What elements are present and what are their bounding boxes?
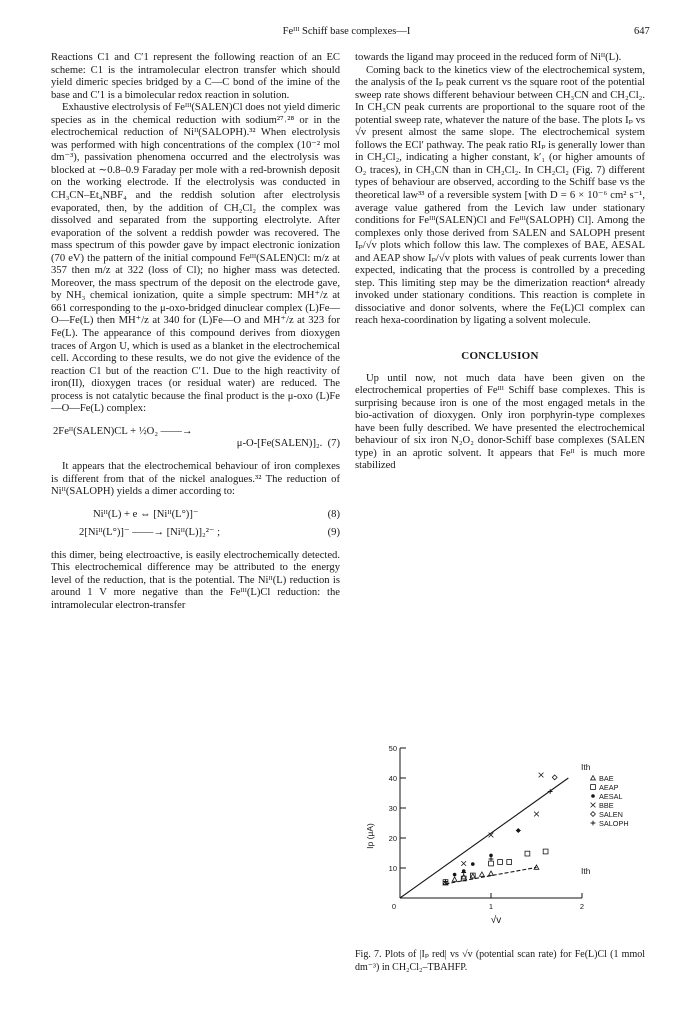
equation-number: (8) bbox=[327, 508, 340, 520]
aesal-point bbox=[453, 873, 457, 877]
legend-label: AESAL bbox=[599, 792, 623, 801]
paragraph: It appears that the electrochemical behaviour of iron complexes is different from that of the nickel analogues.³² The reduction of Niᴵᴵ(SALOPH) yields a dimer according to: bbox=[51, 460, 340, 498]
paragraph: Up until now, not much data have been given on the electrochemical properties of Feᴵᴵᴵ Schiff base complexes. This is surprising because iron is one of the most engaged metals in the bio-activation of dioxygen. Only iron porphyrin-type complexes have been fully described. We have presented the electrochemical behaviour of six iron N₂O₂ donor-Schiff base complexes (SALEN type) in an aprotic solvent. It appears that Feᴵᴵ is much more stabilized bbox=[355, 372, 645, 472]
x-tick-label: 1 bbox=[488, 902, 494, 911]
theoretical-line bbox=[400, 778, 568, 898]
bbe-point bbox=[539, 773, 544, 778]
y-tick-label: 40 bbox=[388, 774, 397, 783]
saloph-point bbox=[489, 857, 494, 862]
legend-label: SALOPH bbox=[599, 819, 629, 828]
aeap-point bbox=[543, 849, 548, 854]
legend-label: BAE bbox=[599, 774, 614, 783]
diamond-icon bbox=[591, 812, 596, 817]
paragraph: Exhaustive electrolysis of Feᴵᴵᴵ(SALEN)Cl does not yield dimeric species as in the chemical reduction with sodium²⁷˒²⁸ or in the electrochemical reduction of Niᴵᴵ(SALOPH).³² When electrolysis was performed with high concentrations of the complex (10⁻² mol dm⁻³), passivation phenomena occurred and the electrolysis was blocked at ∼0.8–0.9 Faraday per mole with a red-brownish deposit on the working electrode. If the electrolysis was conducted in CH₃CN–Et₄NBF₄ and the reddish solution after electrolysis evaporated, then, by the addition of CH₂Cl₂ the complex was dissolved and separated from the supporting electrolyte. After evaporation of the solvent a reddish powder was recovered. The mass spectrum of this powder gave by impact electronic ionization (70 eV) the pattern of the initial compound Feᴵᴵᴵ(SALEN)Cl: m/z at 357 then m/z at 322 (loss of Cl); no higher mass was detected. Moreover, the mass spectrum of the deposit on the electrode gave, by NH₃ chemical ionization, quite a simple spectrum: MH⁺/z at 661 corresponding to the μ-oxo-bridged dinuclear complex (L)Fe—O—Fe(L) then MH⁺/z at 340 for (L)Fe—O and MH⁺/z at 323 for Fe(L). The appearance of this compound derives from dioxygen traces of Argon U, which is used as a blanket in the electrochemical cell. According to these results, we do not give the evidence of the reaction C1 but of the reaction C′1. Due to the high reactivity of iron(II), dioxygen traces (or residual water) are reduced. The process is not catalytic because the final product is the μ-oxo (L)Fe—O—Fe(L) complex: bbox=[51, 102, 340, 415]
equation-number: (9) bbox=[327, 527, 340, 539]
triangle-icon bbox=[591, 776, 596, 780]
paragraph: towards the ligand may proceed in the reduced form of Niᴵᴵ(L). bbox=[355, 52, 622, 63]
aeap-point bbox=[507, 860, 512, 865]
legend-label: AEAP bbox=[599, 783, 619, 792]
paragraph: Coming back to the kinetics view of the electrochemical system, the analysis of the Iₚ peak current vs the square root of the potential sweep rate shows different behaviour between CH₃CN and CH₂Cl₂. In CH₃CN peak currents are proportional to the square root of the potential sweep rate, whatever the nature of the base. The plots Iₚ vs √v present almost the same slope. The electrochemical system follows the ECl′ pathway. The peak ratio RIₚ is generally lower than in CH₂Cl₂, indicating a higher constant, k′₁ (or higher amounts of O₂ traces), in CH₃CN than in CH₂Cl₂. In CH₂Cl₂ (Fig. 7) different types of behaviour are observed, according to the Schiff base vs the theoretical law³³ of a reversible system [with D = 6 × 10⁻⁶ cm² s⁻¹, average value gathered from the Levich law under stationary conditions for Feᴵᴵᴵ(SALEN)Cl and Feᴵᴵᴵ(SALOPH) Cl]. Among the complexes only those derived from SALEN and SALOPH present Iₚ/√v plots which follow this law. The complexes of BAE, AESAL and AEAP show Iₚ/√v plots with values of peak currents lower than expected, indicating that the process is controlled by a preceding step. This limiting step may be the dimerization reaction⁴ already invoked under stationary conditions. This reaction is complete in dissociative and donor solvents, where the Fe(L)Cl complex can reach hexa-coordination by ligating a solvent molecule. bbox=[355, 64, 645, 327]
section-heading: CONCLUSION bbox=[461, 350, 539, 363]
equation-7-lhs: 2Feᴵᴵ(SALEN)CL + ½O₂ ——→ bbox=[53, 425, 193, 437]
equation-9 bbox=[51, 527, 340, 540]
plus-icon bbox=[591, 821, 596, 826]
running-header: Feᴵᴵᴵ Schiff base complexes—I bbox=[282, 26, 411, 37]
x-tick-label: 2 bbox=[579, 902, 585, 911]
paragraph: Reactions C1 and C′1 represent the following reaction of an EC scheme: C1 is the intramolecular electron transfer which should yield dimeric species bridged by a C—C bond of the imine of the base and C′1 is a bimolecular redox reaction in solution. bbox=[51, 52, 340, 101]
left-column bbox=[51, 52, 340, 612]
figure-7-chart bbox=[360, 738, 645, 943]
bbe-point bbox=[461, 861, 466, 866]
paragraph: this dimer, being electroactive, is easily electrochemically detected. This electrochemical difference may be attributed to the energy level of the reduction, that is the potential. The Niᴵᴵ(L) reduction is around 1 V more negative than the Feᴵᴵᴵ(L)Cl reduction: the intramolecular electron-transfer bbox=[51, 549, 340, 611]
y-tick-label: 30 bbox=[388, 804, 397, 813]
y-tick-label: 20 bbox=[388, 834, 397, 843]
aesal-point bbox=[471, 862, 475, 866]
aeap-point bbox=[498, 860, 503, 865]
equation-8-body: Niᴵᴵ(L) + e ⇔ [Niᴵᴵ(L°)]⁻ bbox=[93, 508, 199, 520]
right-column bbox=[355, 52, 645, 473]
aeap-point bbox=[525, 851, 530, 856]
bae-point bbox=[452, 877, 457, 881]
equation-7-rhs: μ-O-[Fe(SALEN)]₂. bbox=[236, 438, 323, 450]
y-axis-label: Ip (μA) bbox=[365, 823, 375, 849]
equation-7 bbox=[51, 438, 340, 451]
equation-number: (7) bbox=[327, 438, 340, 450]
bae-point bbox=[480, 872, 485, 876]
y-tick-label: 10 bbox=[388, 864, 397, 873]
dot-icon bbox=[591, 794, 595, 798]
bae-point bbox=[470, 874, 475, 878]
ith-label-lower: Ith bbox=[581, 866, 591, 876]
saloph-point bbox=[516, 828, 521, 833]
bbe-point bbox=[534, 812, 539, 817]
legend-label: SALEN bbox=[599, 810, 623, 819]
equation-8 bbox=[51, 509, 340, 522]
equation-9-body: 2[Niᴵᴵ(L°)]⁻ ——→ [Niᴵᴵ(L)]₂²⁻ ; bbox=[79, 527, 221, 539]
aeap-point bbox=[489, 861, 494, 866]
bae-point bbox=[461, 875, 466, 879]
legend-label: BBE bbox=[599, 801, 614, 810]
figure-caption: Fig. 7. Plots of |Iₚ red| vs √v (potential scan rate) for Fe(L)Cl (1 mmol dm⁻³) in CH₂Cl₂–TBAHFP. bbox=[355, 949, 645, 973]
x-tick-label: 0 bbox=[391, 902, 397, 911]
cross-icon bbox=[591, 803, 596, 808]
x-axis-label: √v bbox=[490, 915, 502, 926]
page-number: 647 bbox=[634, 26, 650, 37]
ith-label: Ith bbox=[581, 762, 591, 772]
salen-point bbox=[552, 775, 557, 780]
square-icon bbox=[591, 785, 596, 790]
bae-point bbox=[489, 871, 494, 875]
y-tick-label: 50 bbox=[388, 744, 397, 753]
